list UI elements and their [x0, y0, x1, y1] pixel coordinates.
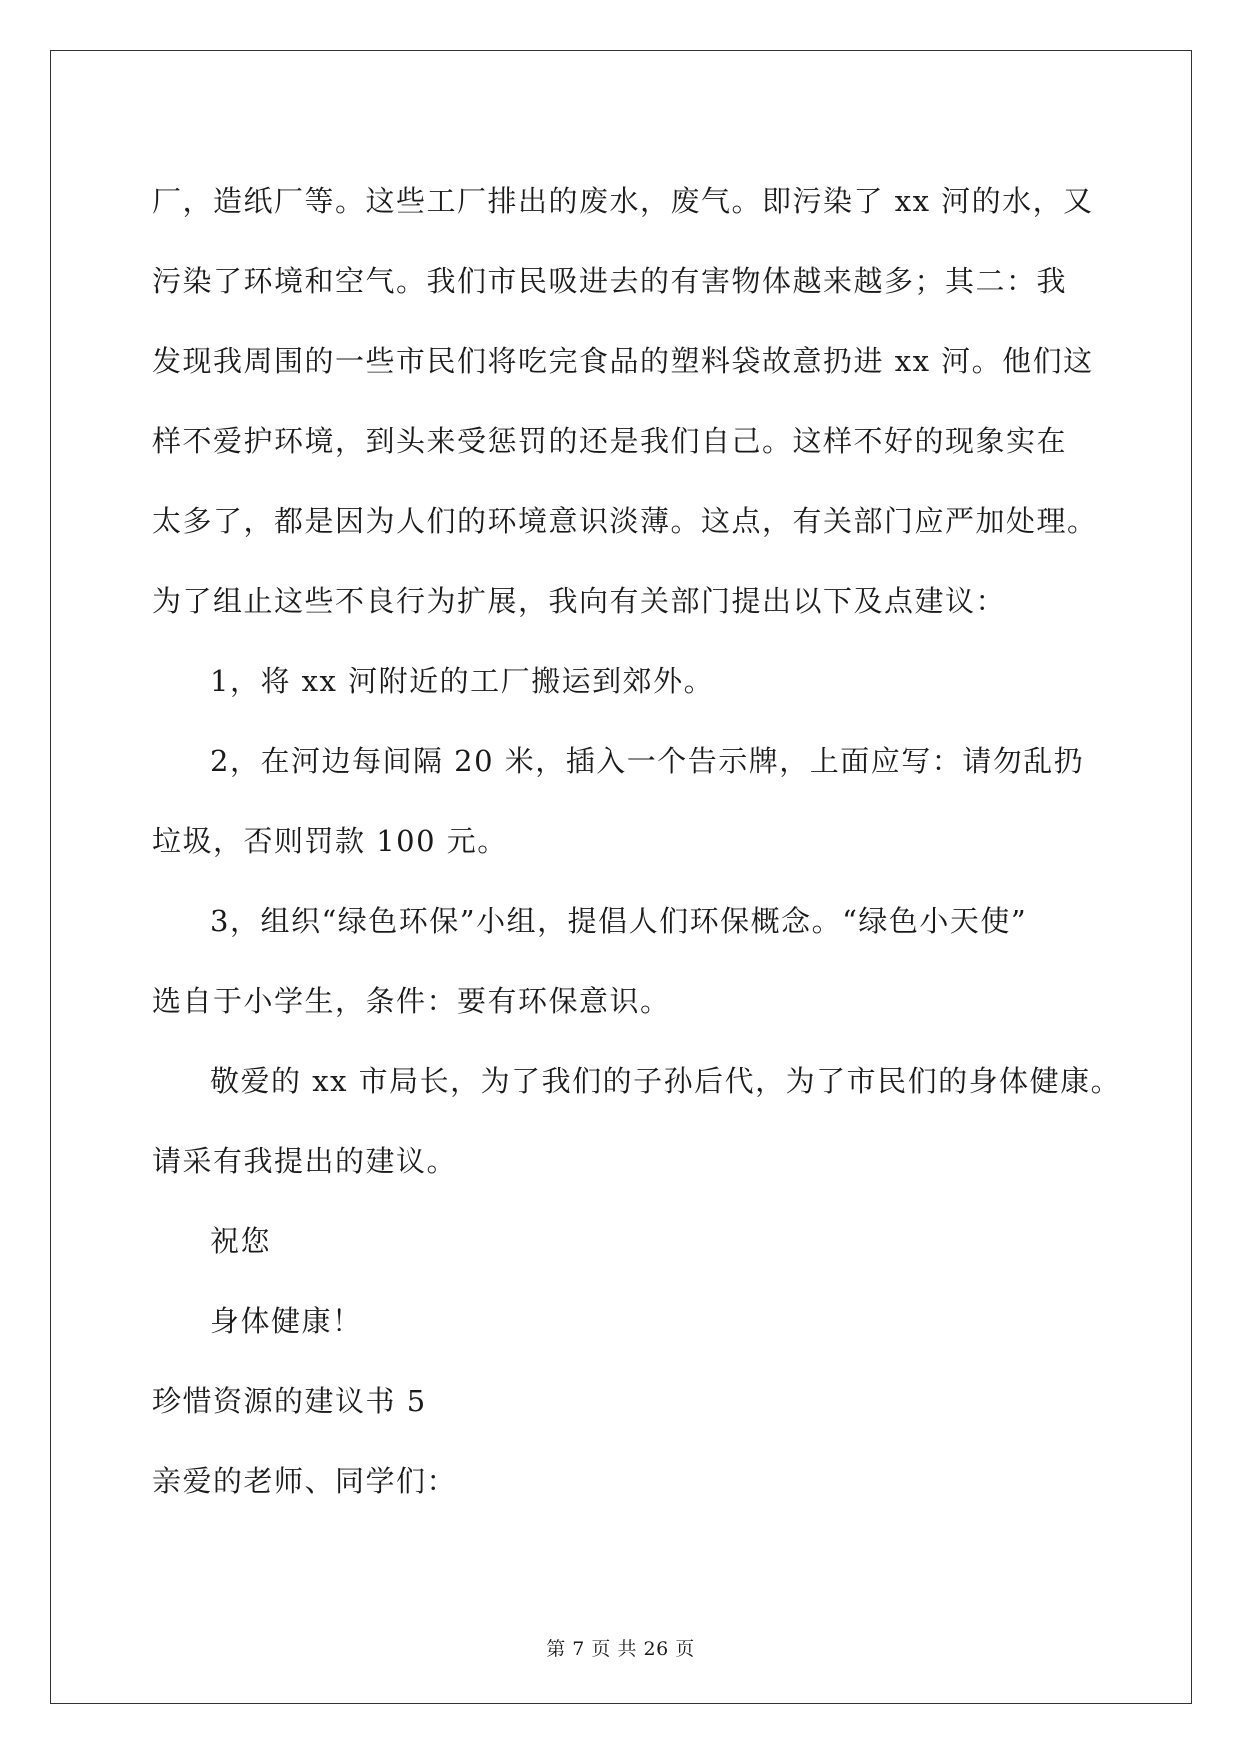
- text-line: 垃圾，否则罚款 100 元。: [152, 824, 508, 858]
- text-line: 发现我周围的一些市民们将吃完食品的塑料袋故意扔进 xx 河。他们这: [152, 344, 1094, 378]
- suggestion-item: 2，在河边每间隔 20 米，插入一个告示牌，上面应写：请勿乱扔: [210, 744, 1085, 778]
- document-body: [152, 161, 1122, 1521]
- closing-paragraph: 敬爱的 xx 市局长，为了我们的子孙后代，为了市民们的身体健康。: [210, 1064, 1122, 1098]
- text-line: 请采有我提出的建议。: [152, 1144, 458, 1178]
- greeting: 亲爱的老师、同学们：: [152, 1464, 458, 1498]
- text-line: 污染了环境和空气。我们市民吸进去的有害物体越来越多；其二：我: [152, 264, 1068, 298]
- section-title: 珍惜资源的建议书 5: [152, 1384, 427, 1418]
- salutation-wish: 身体健康！: [210, 1304, 363, 1338]
- salutation: 祝您: [210, 1224, 272, 1258]
- suggestion-item: 3，组织“绿色环保”小组，提倡人们环保概念。“绿色小天使”: [210, 904, 1028, 938]
- text-line: 太多了，都是因为人们的环境意识淡薄。这点，有关部门应严加处理。: [152, 504, 1098, 538]
- text-line: 样不爱护环境，到头来受惩罚的还是我们自己。这样不好的现象实在: [152, 424, 1068, 458]
- text-line: 选自于小学生，条件：要有环保意识。: [152, 984, 671, 1018]
- text-line: 厂，造纸厂等。这些工厂排出的废水，废气。即污染了 xx 河的水，又: [152, 184, 1094, 218]
- page-number: 第 7 页 共 26 页: [546, 1638, 695, 1660]
- text-line: 为了组止这些不良行为扩展，我向有关部门提出以下及点建议：: [152, 584, 1007, 618]
- suggestion-item: 1，将 xx 河附近的工厂搬运到郊外。: [210, 664, 715, 698]
